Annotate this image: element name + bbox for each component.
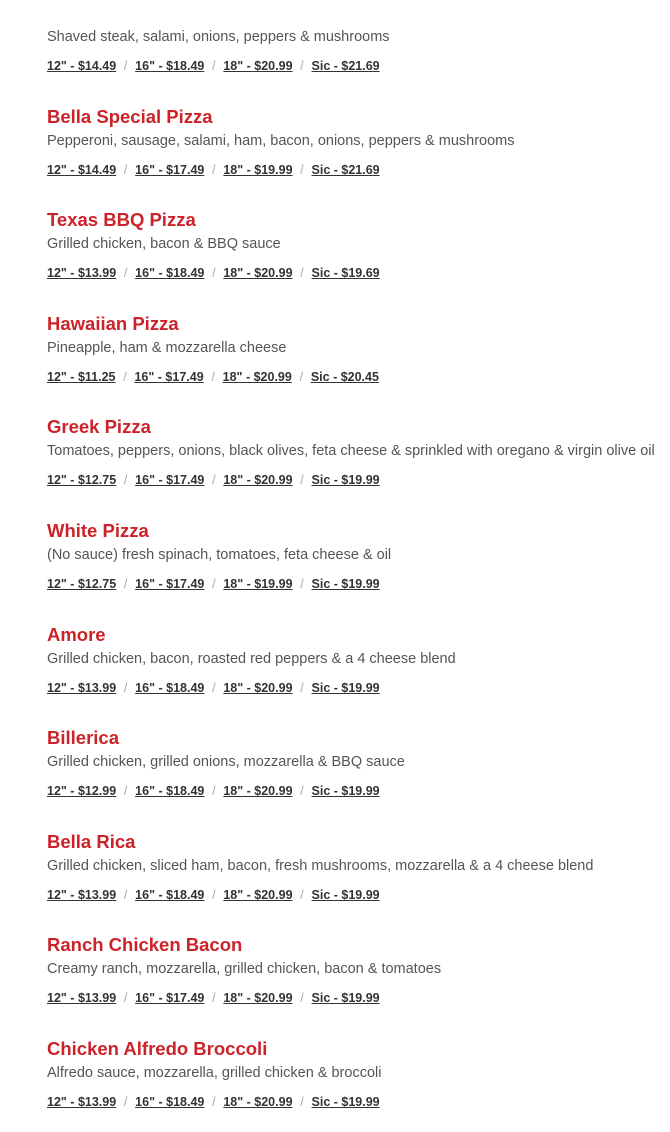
menu-item xyxy=(47,510,670,614)
price-options xyxy=(47,369,379,385)
price-options xyxy=(47,265,380,281)
menu-item xyxy=(47,1028,670,1132)
price-option-link[interactable]: 12" - $13.99 xyxy=(47,266,117,281)
price-option-link[interactable]: 16" - $18.49 xyxy=(135,59,205,73)
menu-item-description: Grilled chicken, grilled onions, mozzarella & BBQ sauce xyxy=(47,754,405,771)
price-option-link[interactable]: 16" - $17.49 xyxy=(135,991,205,1006)
price-separator: / xyxy=(212,59,216,73)
menu-item-name[interactable]: White Pizza xyxy=(47,519,149,541)
price-option-link[interactable]: Sic - $19.99 xyxy=(311,473,380,488)
menu-item xyxy=(47,199,670,303)
menu-item xyxy=(47,406,670,510)
menu-item xyxy=(47,614,670,718)
menu-item xyxy=(47,303,670,407)
price-separator: / xyxy=(300,59,304,73)
price-separator: / xyxy=(300,1094,304,1109)
price-option-link[interactable]: 12" - $12.75 xyxy=(47,473,117,488)
price-separator: / xyxy=(123,784,128,799)
price-option-link[interactable]: Sic - $19.99 xyxy=(311,576,380,591)
menu-item-name[interactable]: Bella Rica xyxy=(47,830,136,852)
price-option-link[interactable]: 18" - $19.99 xyxy=(223,576,293,591)
price-option-link[interactable]: 16" - $18.49 xyxy=(135,887,205,902)
price-option-link[interactable]: 18" - $20.99 xyxy=(223,991,293,1006)
price-option-link[interactable]: 16" - $18.49 xyxy=(135,784,205,799)
price-option-link[interactable]: 12" - $13.99 xyxy=(47,680,117,695)
price-option-link[interactable]: 16" - $17.49 xyxy=(135,576,205,591)
price-option-link[interactable]: 12" - $12.75 xyxy=(47,576,117,591)
price-option-link[interactable]: 12" - $14.49 xyxy=(47,162,117,177)
price-separator: / xyxy=(300,473,304,488)
menu-item-description: Shaved steak, salami, onions, peppers & mushrooms xyxy=(47,29,390,45)
price-options xyxy=(47,990,380,1006)
price-separator: / xyxy=(212,576,216,591)
price-separator: / xyxy=(211,369,215,384)
price-separator: / xyxy=(123,162,128,177)
price-separator: / xyxy=(123,369,127,384)
menu-item-name[interactable]: Greek Pizza xyxy=(47,416,151,438)
price-option-link[interactable]: 18" - $19.99 xyxy=(223,162,293,177)
price-option-link[interactable]: 12" - $13.99 xyxy=(47,991,117,1006)
price-options xyxy=(47,680,380,696)
price-option-link[interactable]: Sic - $19.99 xyxy=(311,784,380,799)
price-separator: / xyxy=(123,991,128,1006)
menu-item-description: Creamy ranch, mozzarella, grilled chicken, bacon & tomatoes xyxy=(47,961,442,978)
price-option-link[interactable]: 16" - $18.49 xyxy=(135,266,205,281)
price-separator: / xyxy=(123,576,128,591)
price-option-link[interactable]: 18" - $20.99 xyxy=(223,266,293,281)
menu-list xyxy=(47,0,670,1132)
menu-item-name[interactable]: Hawaiian Pizza xyxy=(47,312,179,334)
price-option-link[interactable]: Sic - $19.99 xyxy=(311,680,380,695)
price-option-link[interactable]: 12" - $14.49 xyxy=(47,59,117,73)
price-option-link[interactable]: Sic - $20.45 xyxy=(310,369,379,384)
menu-item-name[interactable]: Bella Special Pizza xyxy=(47,105,213,127)
price-separator: / xyxy=(300,991,304,1006)
price-separator: / xyxy=(123,1094,128,1109)
price-options xyxy=(47,1094,380,1110)
menu-item-description: Grilled chicken, bacon, roasted red peppers & a 4 cheese blend xyxy=(47,650,456,667)
price-option-link[interactable]: 18" - $20.99 xyxy=(223,473,293,488)
price-separator: / xyxy=(123,887,128,902)
price-separator: / xyxy=(123,473,128,488)
price-option-link[interactable]: 12" - $12.99 xyxy=(47,784,117,799)
price-option-link[interactable]: 18" - $20.99 xyxy=(223,680,293,695)
price-separator: / xyxy=(212,887,216,902)
price-options xyxy=(47,162,380,178)
menu-item-description: Alfredo sauce, mozzarella, grilled chicken & broccoli xyxy=(47,1064,382,1081)
price-option-link[interactable]: 12" - $11.25 xyxy=(47,369,116,384)
menu-item-name[interactable]: Chicken Alfredo Broccoli xyxy=(47,1037,268,1059)
price-option-link[interactable]: Sic - $21.69 xyxy=(311,162,380,177)
price-option-link[interactable]: 16" - $18.49 xyxy=(135,680,205,695)
menu-item-description: Pepperoni, sausage, salami, ham, bacon, onions, peppers & mushrooms xyxy=(47,132,515,149)
price-option-link[interactable]: Sic - $21.69 xyxy=(311,59,380,73)
price-options xyxy=(47,576,380,592)
price-options xyxy=(47,58,380,74)
price-separator: / xyxy=(300,680,304,695)
menu-item-description: Grilled chicken, sliced ham, bacon, fresh mushrooms, mozzarella & a 4 cheese blend xyxy=(47,857,594,874)
price-option-link[interactable]: Sic - $19.69 xyxy=(311,266,380,281)
price-separator: / xyxy=(212,1094,216,1109)
menu-item-description: Pineapple, ham & mozzarella cheese xyxy=(47,339,287,356)
menu-item xyxy=(47,0,670,96)
price-separator: / xyxy=(123,59,128,73)
price-separator: / xyxy=(212,266,216,281)
price-separator: / xyxy=(300,784,304,799)
price-option-link[interactable]: 16" - $17.49 xyxy=(135,162,205,177)
menu-item xyxy=(47,821,670,925)
price-separator: / xyxy=(212,473,216,488)
menu-item-name[interactable]: Billerica xyxy=(47,727,119,749)
price-option-link[interactable]: Sic - $19.99 xyxy=(311,1094,380,1109)
price-separator: / xyxy=(212,991,216,1006)
price-separator: / xyxy=(123,680,128,695)
price-separator: / xyxy=(300,266,304,281)
menu-item-description: Grilled chicken, bacon & BBQ sauce xyxy=(47,236,281,253)
price-option-link[interactable]: 18" - $20.99 xyxy=(222,369,292,384)
menu-item-name[interactable]: Ranch Chicken Bacon xyxy=(47,934,243,956)
price-options xyxy=(47,472,380,488)
menu-item xyxy=(47,717,670,821)
price-separator: / xyxy=(212,162,216,177)
menu-item-name[interactable]: Amore xyxy=(47,623,106,645)
price-option-link[interactable]: Sic - $19.99 xyxy=(311,887,380,902)
price-option-link[interactable]: Sic - $19.99 xyxy=(311,991,380,1006)
price-options xyxy=(47,783,380,799)
price-separator: / xyxy=(300,887,304,902)
price-option-link[interactable]: 18" - $20.99 xyxy=(223,784,293,799)
menu-item xyxy=(47,96,670,200)
price-separator: / xyxy=(212,784,216,799)
price-option-link[interactable]: 18" - $20.99 xyxy=(223,59,293,73)
price-separator: / xyxy=(299,369,304,384)
price-separator: / xyxy=(212,680,216,695)
menu-item-description: Tomatoes, peppers, onions, black olives, feta cheese & sprinkled with oregano & virgin olive oil xyxy=(47,443,655,460)
price-separator: / xyxy=(123,266,128,281)
price-separator: / xyxy=(300,162,304,177)
price-separator: / xyxy=(300,576,304,591)
price-option-link[interactable]: 18" - $20.99 xyxy=(223,887,293,902)
price-option-link[interactable]: 18" - $20.99 xyxy=(223,1094,293,1109)
menu-item-name[interactable]: Texas BBQ Pizza xyxy=(47,209,196,231)
price-options xyxy=(47,887,380,903)
price-option-link[interactable]: 12" - $13.99 xyxy=(47,887,117,902)
menu-item xyxy=(47,924,670,1028)
price-option-link[interactable]: 12" - $13.99 xyxy=(47,1094,117,1109)
price-option-link[interactable]: 16" - $17.49 xyxy=(135,473,205,488)
price-option-link[interactable]: 16" - $18.49 xyxy=(135,1094,205,1109)
price-option-link[interactable]: 16" - $17.49 xyxy=(134,369,204,384)
menu-item-description: (No sauce) fresh spinach, tomatoes, feta cheese & oil xyxy=(47,546,392,563)
